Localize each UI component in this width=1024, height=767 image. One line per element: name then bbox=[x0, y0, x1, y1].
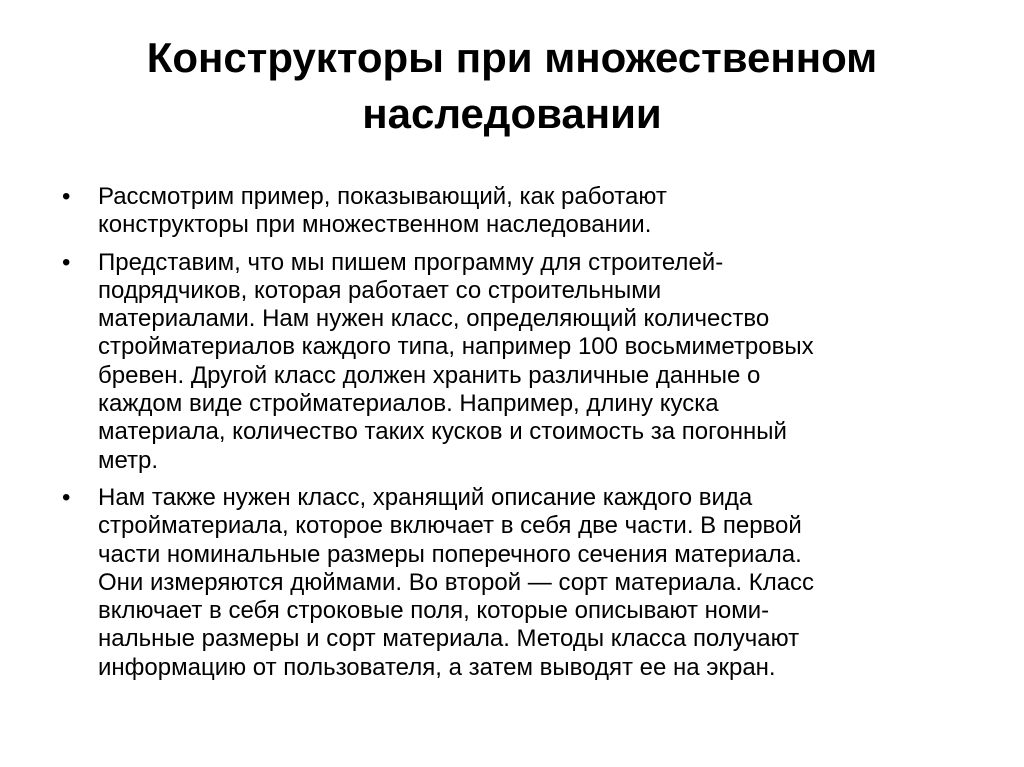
bullet-icon: • bbox=[62, 183, 71, 210]
title-line: Конструкторы при множественном bbox=[146, 34, 878, 81]
bullet-text-line: конструкторы при множественном наследовании. bbox=[98, 211, 652, 239]
bullet-text-line: подрядчиков, которая работает со строительными bbox=[98, 276, 662, 304]
slide-title bbox=[40, 30, 984, 142]
bullet-text-line: включает в себя строковые поля, которые описывают номи- bbox=[98, 597, 770, 625]
bullet-icon: • bbox=[62, 248, 71, 276]
bullet-text-line: каждом виде стройматериалов. Например, длину куска bbox=[98, 390, 719, 418]
bullet-text-line: материалами. Нам нужен класс, определяющий количество bbox=[98, 305, 770, 333]
bullet-text-line: Нам также нужен класс, хранящий описание каждого вида bbox=[98, 483, 753, 511]
bullet-text-line: бревен. Другой класс должен хранить различные данные о bbox=[98, 361, 761, 389]
bullet-item bbox=[62, 484, 982, 682]
bullet-text-line: метр. bbox=[98, 446, 159, 474]
bullet-item bbox=[62, 249, 982, 475]
bullet-item bbox=[62, 183, 982, 240]
bullet-text-line: нальные размеры и сорт материала. Методы класса получают bbox=[98, 625, 800, 653]
title-line: наследовании bbox=[362, 90, 662, 137]
bullet-text-line: Представим, что мы пишем программу для строителей- bbox=[98, 248, 724, 276]
bullet-icon: • bbox=[62, 483, 71, 511]
bullet-list bbox=[62, 183, 982, 691]
bullet-text-line: материала, количество таких кусков и стоимость за погонный bbox=[98, 418, 787, 446]
bullet-text-line: Они измеряются дюймами. Во второй — сорт материала. Класс bbox=[98, 568, 815, 596]
bullet-text-line: стройматериалов каждого типа, например 100 восьмиметровых bbox=[98, 333, 814, 361]
bullet-text-line: информацию от пользователя, а затем выводят ее на экран. bbox=[98, 653, 776, 681]
bullet-text-line: Рассмотрим пример, показывающий, как работают bbox=[98, 183, 667, 210]
bullet-text-line: стройматериала, которое включает в себя две части. В первой bbox=[98, 512, 802, 540]
bullet-text-line: части номинальные размеры поперечного сечения материала. bbox=[98, 540, 802, 568]
